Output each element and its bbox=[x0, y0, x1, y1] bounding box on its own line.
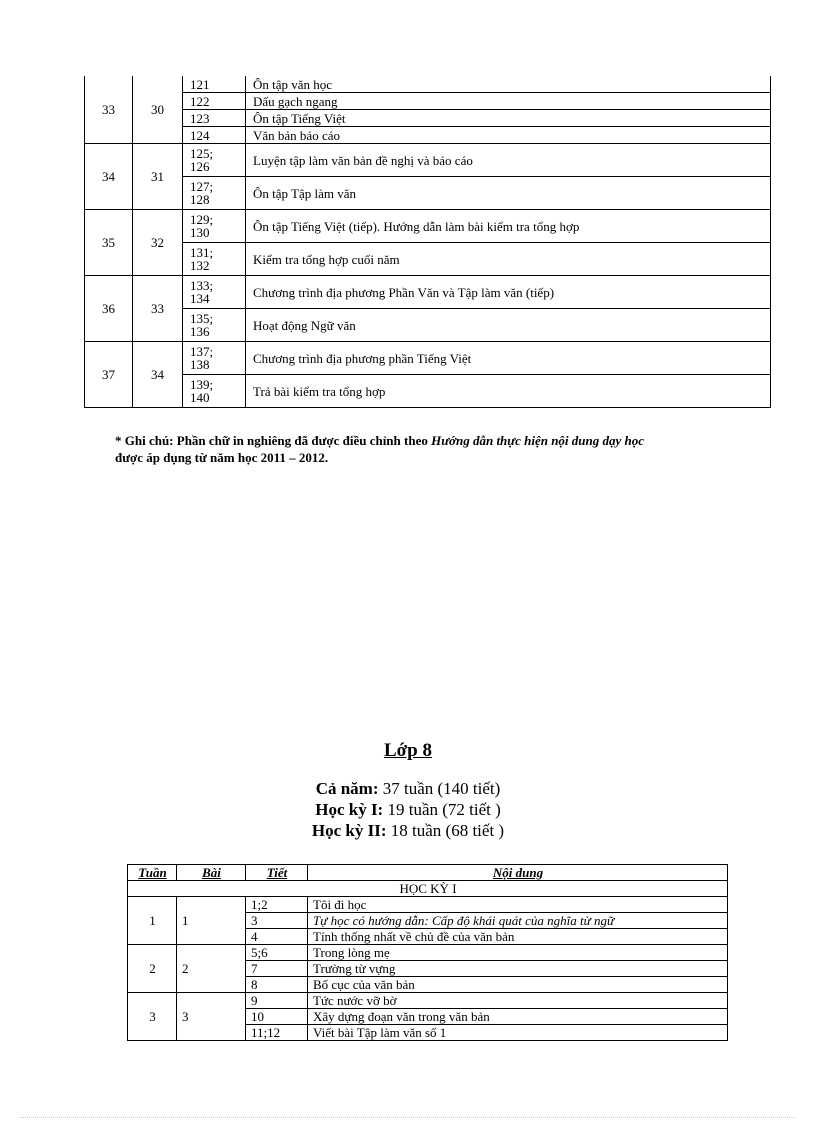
week-cell: 34 bbox=[85, 144, 133, 210]
content-cell: Bố cục của văn bản bbox=[308, 977, 728, 993]
period-cell: 123 bbox=[183, 110, 246, 127]
semester1-label: Học kỳ I: bbox=[315, 800, 384, 819]
content-cell: Kiểm tra tổng hợp cuối năm bbox=[246, 243, 771, 276]
week-cell: 3 bbox=[128, 993, 177, 1041]
lesson-cell: 34 bbox=[133, 342, 183, 408]
table-row bbox=[85, 210, 771, 243]
content-cell: Tự học có hướng dẫn: Cấp độ khái quát của nghĩa từ ngữ bbox=[308, 913, 728, 929]
table-row bbox=[85, 110, 771, 127]
week-cell: 35 bbox=[85, 210, 133, 276]
period-cell: 131; 132 bbox=[183, 243, 246, 276]
content-cell: Luyện tập làm văn bản đề nghị và báo cáo bbox=[246, 144, 771, 177]
content-cell: Trong lòng mẹ bbox=[308, 945, 728, 961]
week-cell: 33 bbox=[85, 76, 133, 144]
content-cell: Tính thống nhất về chủ đề của văn bản bbox=[308, 929, 728, 945]
period-cell: 5;6 bbox=[246, 945, 308, 961]
table-row bbox=[85, 309, 771, 342]
week-cell: 37 bbox=[85, 342, 133, 408]
period-cell: 4 bbox=[246, 929, 308, 945]
content-cell: Tôi đi học bbox=[308, 897, 728, 913]
year-summary bbox=[0, 779, 816, 799]
week-cell: 36 bbox=[85, 276, 133, 342]
semester1-summary bbox=[0, 800, 816, 820]
table-row bbox=[85, 243, 771, 276]
period-cell: 9 bbox=[246, 993, 308, 1009]
semester1-value: 19 tuần (72 tiết ) bbox=[383, 800, 501, 819]
grade-title: Lớp 8 bbox=[383, 740, 432, 761]
period-cell: 1;2 bbox=[246, 897, 308, 913]
footnote-suffix: được áp dụng từ năm học 2011 – 2012. bbox=[115, 450, 329, 465]
content-cell: Ôn tập văn học bbox=[246, 76, 771, 93]
period-cell: 122 bbox=[183, 93, 246, 110]
period-cell: 129; 130 bbox=[183, 210, 246, 243]
period-cell: 124 bbox=[183, 127, 246, 144]
content-cell: Trường từ vựng bbox=[308, 961, 728, 977]
curriculum-table-grade8 bbox=[127, 864, 728, 1041]
semester-label: HỌC KỲ I bbox=[128, 881, 728, 897]
period-cell: 133; 134 bbox=[183, 276, 246, 309]
content-cell: Chương trình địa phương Phần Văn và Tập làm văn (tiếp) bbox=[246, 276, 771, 309]
semester2-label: Học kỳ II: bbox=[311, 821, 387, 840]
content-cell: Dấu gạch ngang bbox=[246, 93, 771, 110]
table-row bbox=[85, 276, 771, 309]
semester2-value: 18 tuần (68 tiết ) bbox=[386, 821, 505, 840]
year-label: Cả năm: bbox=[315, 779, 379, 798]
content-cell: Hoạt động Ngữ văn bbox=[246, 309, 771, 342]
table-row bbox=[85, 93, 771, 110]
content-cell: Viết bài Tập làm văn số 1 bbox=[308, 1025, 728, 1041]
table-row bbox=[128, 945, 728, 961]
period-cell: 10 bbox=[246, 1009, 308, 1025]
page-bottom-rule bbox=[20, 1117, 796, 1118]
period-cell: 127; 128 bbox=[183, 177, 246, 210]
year-value: 37 tuần (140 tiết) bbox=[378, 779, 501, 798]
content-cell: Tức nước vỡ bờ bbox=[308, 993, 728, 1009]
week-cell: 2 bbox=[128, 945, 177, 993]
period-cell: 8 bbox=[246, 977, 308, 993]
lesson-cell: 31 bbox=[133, 144, 183, 210]
period-cell: 121 bbox=[183, 76, 246, 93]
content-cell: Văn bản báo cáo bbox=[246, 127, 771, 144]
header-lesson: Bài bbox=[177, 865, 246, 881]
lesson-cell: 30 bbox=[133, 76, 183, 144]
period-cell: 3 bbox=[246, 913, 308, 929]
content-cell: Chương trình địa phương phần Tiếng Việt bbox=[246, 342, 771, 375]
content-cell: Ôn tập Tiếng Việt bbox=[246, 110, 771, 127]
period-cell: 11;12 bbox=[246, 1025, 308, 1041]
content-cell: Ôn tập Tập làm văn bbox=[246, 177, 771, 210]
header-content: Nội dung bbox=[308, 865, 728, 881]
content-cell: Trả bài kiểm tra tổng hợp bbox=[246, 375, 771, 408]
header-period: Tiết bbox=[246, 865, 308, 881]
table-row bbox=[85, 144, 771, 177]
lesson-cell: 32 bbox=[133, 210, 183, 276]
table-row bbox=[85, 177, 771, 210]
content-cell: Ôn tập Tiếng Việt (tiếp). Hướng dẫn làm bài kiểm tra tổng hợp bbox=[246, 210, 771, 243]
table-row bbox=[128, 993, 728, 1009]
lesson-cell: 2 bbox=[177, 945, 246, 993]
content-cell: Xây dựng đoạn văn trong văn bản bbox=[308, 1009, 728, 1025]
week-cell: 1 bbox=[128, 897, 177, 945]
table-header-row bbox=[128, 865, 728, 881]
lesson-cell: 33 bbox=[133, 276, 183, 342]
period-cell: 135; 136 bbox=[183, 309, 246, 342]
curriculum-table-grade7-end bbox=[84, 76, 771, 408]
period-cell: 139; 140 bbox=[183, 375, 246, 408]
footnote bbox=[115, 432, 765, 466]
footnote-prefix: * Ghi chú: Phần chữ in nghiêng đã được điều chỉnh theo bbox=[115, 433, 432, 448]
table-row bbox=[85, 342, 771, 375]
period-cell: 7 bbox=[246, 961, 308, 977]
table-row bbox=[85, 76, 771, 93]
lesson-cell: 3 bbox=[177, 993, 246, 1041]
semester2-summary bbox=[0, 821, 816, 841]
period-cell: 137; 138 bbox=[183, 342, 246, 375]
semester-row bbox=[128, 881, 728, 897]
lesson-cell: 1 bbox=[177, 897, 246, 945]
table-row bbox=[85, 127, 771, 144]
footnote-emphasis: Hướng dẫn thực hiện nội dung dạy học bbox=[431, 433, 645, 448]
table-row bbox=[85, 375, 771, 408]
header-week: Tuần bbox=[128, 865, 177, 881]
table-row bbox=[128, 897, 728, 913]
period-cell: 125; 126 bbox=[183, 144, 246, 177]
